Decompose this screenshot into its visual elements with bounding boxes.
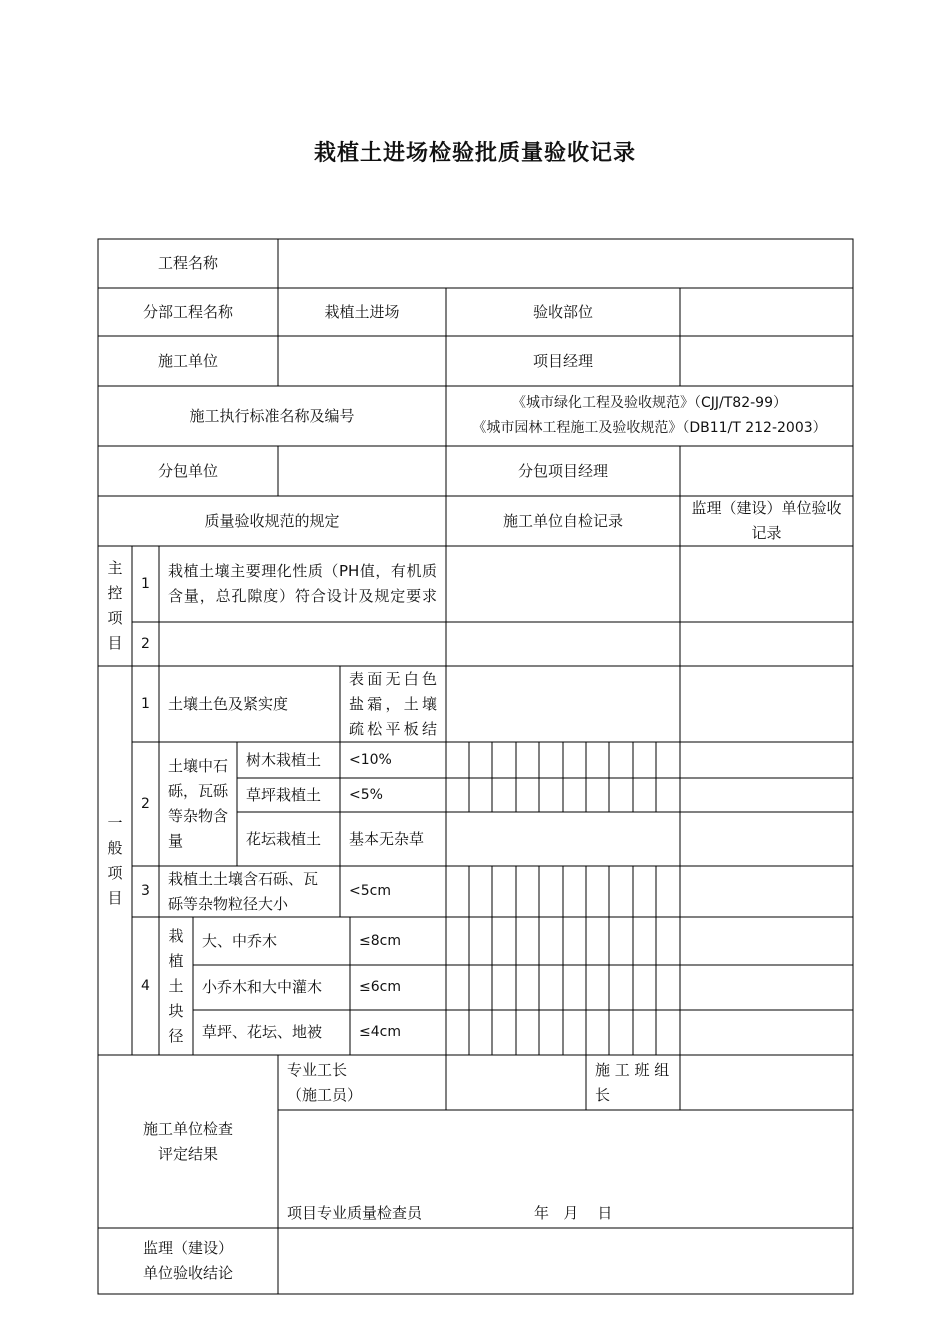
sub-project-value[interactable]: 栽植土进场 <box>324 302 400 321</box>
main-item-2-no: 2 <box>141 635 150 652</box>
main-item-1-no: 1 <box>141 575 150 592</box>
project-manager-field[interactable] <box>680 336 853 386</box>
main-control-label <box>98 546 132 666</box>
acceptance-part-field[interactable] <box>680 288 853 336</box>
spec-column-header: 质量验收规范的规定 <box>204 511 340 530</box>
item-2-type-tree: 树木栽植土 <box>246 750 322 769</box>
acceptance-part-label: 验收部位 <box>532 302 593 321</box>
date-label: 年 月 日 <box>534 1204 613 1222</box>
standard-label: 施工执行标准名称及编号 <box>189 406 355 425</box>
item-4-req-lawn: ≤4cm <box>359 1024 401 1040</box>
item-4-type-lawn: 草坪、花坛、地被 <box>202 1023 323 1041</box>
item-2-req-tree: <10% <box>349 751 392 768</box>
item-2-type-lawn: 草坪栽植土 <box>246 785 322 804</box>
label-char: 般 <box>107 838 123 857</box>
standard-line-2: 《城市园林工程施工及验收规范》（DB11/T 212-2003） <box>472 420 827 436</box>
foreman-line-1: 专业工长 <box>287 1060 348 1079</box>
construction-check-line-2: 评定结果 <box>157 1144 218 1163</box>
supervision-column-header <box>680 496 853 546</box>
foreman-label <box>278 1055 446 1110</box>
team-leader-line-1: 施 工 班 组 <box>595 1060 670 1079</box>
item-4-type-large-tree: 大、中乔木 <box>202 931 278 950</box>
item-2-type-flowerbed: 花坛栽植土 <box>246 829 322 848</box>
name-char: 径 <box>168 1026 184 1045</box>
general-item-3-no: 3 <box>141 883 150 899</box>
supervision-header-line-1: 监理（建设）单位验收 <box>691 499 842 517</box>
label-char: 一 <box>107 813 123 832</box>
project-manager-label: 项目经理 <box>532 351 593 370</box>
item-2-req-flowerbed: 基本无杂草 <box>349 829 425 848</box>
subcontract-manager-field[interactable] <box>680 446 853 496</box>
foreman-line-2: （施工员） <box>287 1085 363 1104</box>
supervision-conclusion-line-1: 监理（建设） <box>142 1239 233 1257</box>
general-item-1-requirement: 表面无白色盐霜，土壤疏松平板结 <box>349 669 437 738</box>
general-item-1-name: 土壤土色及紧实度 <box>168 694 289 713</box>
supervision-conclusion-line-2: 单位验收结论 <box>142 1264 233 1282</box>
main-item-1-text <box>159 546 446 622</box>
construction-check-label <box>98 1055 278 1228</box>
item-4-req-small-tree: ≤6cm <box>359 979 401 995</box>
sub-project-label: 分部工程名称 <box>142 302 233 321</box>
name-char: 块 <box>168 1001 184 1020</box>
general-item-2-no: 2 <box>141 795 150 812</box>
inspector-label: 项目专业质量检查员 <box>287 1204 423 1222</box>
item-4-type-small-tree: 小乔木和大中灌木 <box>202 978 323 996</box>
project-name-field[interactable] <box>278 239 853 288</box>
general-item-3-req: <5cm <box>349 883 391 899</box>
item-4-req-large-tree: ≤8cm <box>359 932 401 949</box>
label-char: 目 <box>107 634 123 652</box>
general-item-2-name <box>159 742 237 866</box>
team-leader-signature-field[interactable] <box>680 1055 853 1110</box>
name-char: 栽 <box>168 926 184 945</box>
foreman-signature-field[interactable] <box>446 1055 586 1110</box>
label-char: 项 <box>107 609 123 627</box>
standard-value <box>446 386 853 446</box>
general-item-2-name-text: 土壤中石砾，瓦砾等杂物含量 <box>168 757 229 850</box>
supervision-conclusion-label <box>98 1228 278 1294</box>
construction-check-line-1: 施工单位检查 <box>142 1119 233 1138</box>
label-char: 项 <box>107 863 123 882</box>
general-label <box>98 666 132 1055</box>
label-char: 控 <box>107 584 123 602</box>
supervision-header-line-2: 记录 <box>751 524 782 542</box>
name-char: 土 <box>168 976 184 995</box>
label-char: 目 <box>107 888 123 907</box>
general-item-4-no: 4 <box>141 977 150 994</box>
supervision-conclusion-field[interactable] <box>278 1228 853 1294</box>
subcontract-unit-label: 分包单位 <box>157 461 218 480</box>
document-title: 栽植土进场检验批质量验收记录 <box>313 141 636 166</box>
construction-check-result-field[interactable] <box>278 1110 853 1228</box>
team-leader-line-2: 长 <box>595 1085 611 1104</box>
subcontract-unit-field[interactable] <box>278 446 446 496</box>
construction-unit-label: 施工单位 <box>157 351 218 370</box>
general-item-1-no: 1 <box>141 695 150 712</box>
main-item-2-text <box>159 622 446 666</box>
construction-unit-field[interactable] <box>278 336 446 386</box>
project-name-label: 工程名称 <box>157 254 218 272</box>
standard-line-1: 《城市绿化工程及验收规范》（CJJ/T82-99） <box>512 395 787 411</box>
self-check-column-header: 施工单位自检记录 <box>502 511 623 530</box>
main-item-1-requirement: 栽植土壤主要理化性质（PH值，有机质含量，总孔隙度）符合设计及规定要求 <box>168 562 437 605</box>
general-item-3-name-text: 栽植土土壤含石砾、瓦砾等杂物粒径大小 <box>168 869 319 913</box>
label-char: 主 <box>107 559 123 577</box>
team-leader-label <box>586 1055 680 1110</box>
item-2-req-lawn: <5% <box>349 786 383 803</box>
general-item-4-name <box>159 917 193 1055</box>
name-char: 植 <box>168 951 184 970</box>
subcontract-manager-label: 分包项目经理 <box>517 461 608 480</box>
general-item-3-name <box>159 866 340 917</box>
general-item-1-req <box>340 666 446 742</box>
